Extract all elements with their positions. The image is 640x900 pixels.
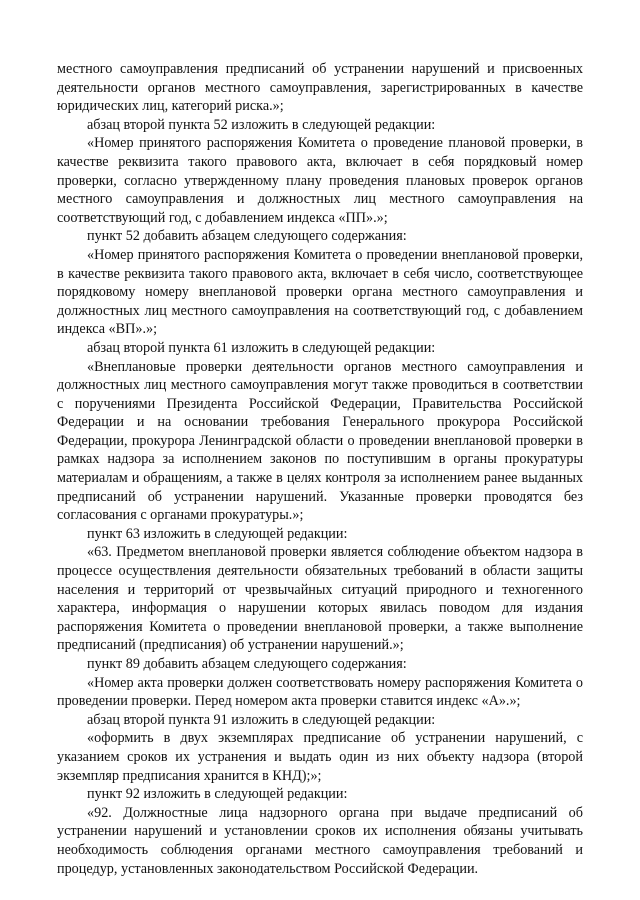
quoted-paragraph-91: «оформить в двух экземплярах предписание об устранении нарушений, с указанием сроков их устранения и выдать один из них объекту надзора (второй экземпляр предписания хранится в КНД);»; — [57, 730, 583, 784]
quoted-paragraph-92: «92. Должностные лица надзорного органа при выдаче предписаний об устранении нарушений и установлении сроков их исполнения обязаны учитывать необходимость соблюдения органами местного самоуправления требований и процедур, установленных законодательством Российской Федерации. — [57, 804, 583, 877]
instruction-paragraph-92: пункт 92 изложить в следующей редакции: — [87, 786, 348, 803]
document-page — [57, 60, 583, 878]
quoted-paragraph-52: «Номер принятого распоряжения Комитета о проведение плановой проверки, в качестве реквизита такого правового акта, включает в себя порядковый номер проверки, согласно утвержденному плану проведения плановых проверок органов местного самоуправления и должностных лиц местного самоуправления на соответствующий год, с добавлением индекса «ПП».»; — [57, 135, 583, 226]
instruction-paragraph-52-add: пункт 52 добавить абзацем следующего содержания: — [87, 228, 407, 245]
quoted-paragraph-61: «Внеплановые проверки деятельности органов местного самоуправления и должностных лиц местного самоуправления могут также проводиться в соответствии с поручениями Президента Российской Федерации, Правительства Российской Федерации и на основании требования Генерального прокурора Российской Федерации, прокурора Ленинградской области о проведении внеплановой проверки в рамках надзора за исполнением законов по поступившим в органы прокуратуры материалам и обращениям, а также в целях контроля за исполнением ранее выданных предписаний об устранении нарушений. Указанные проверки проводятся без согласования с органами прокуратуры.»; — [57, 358, 583, 524]
instruction-paragraph-63: пункт 63 изложить в следующей редакции: — [87, 525, 348, 542]
quoted-paragraph-89: «Номер акта проверки должен соответствовать номеру распоряжения Комитета о проведении проверки. Перед номером акта проверки ставится индекс «А».»; — [57, 674, 583, 710]
instruction-paragraph-61: абзац второй пункта 61 изложить в следующей редакции: — [87, 339, 436, 356]
quoted-paragraph-52-add: «Номер принятого распоряжения Комитета о проведении внеплановой проверки, в качестве реквизита такого правового акта, включает в себя число, соответствующее порядковому номеру внеплановой проверки органа местного самоуправления и должностных лиц местного самоуправления на соответствующий год, с добавлением индекса «ВП».»; — [57, 246, 583, 338]
quoted-paragraph-63: «63. Предметом внеплановой проверки является соблюдение объектом надзора в процессе осуществления деятельности обязательных требований в области защиты населения и территорий от чрезвычайных ситуаций природного и техногенного характера, информация о нарушении которых явилась поводом для издания распоряжения Комитета о проведении внеплановой проверки, а также выполнение предписаний (предписания) об устранении нарушений.»; — [57, 544, 583, 654]
instruction-paragraph-52: абзац второй пункта 52 изложить в следующей редакции: — [87, 116, 436, 133]
instruction-paragraph-91: абзац второй пункта 91 изложить в следующей редакции: — [87, 711, 436, 728]
instruction-paragraph-89: пункт 89 добавить абзацем следующего содержания: — [87, 656, 407, 672]
paragraph-continuation: местного самоуправления предписаний об устранении нарушений и присвоенных деятельности органов местного самоуправления, зарегистрированных в качестве юридических лиц, категорий риска.»; — [57, 61, 583, 115]
